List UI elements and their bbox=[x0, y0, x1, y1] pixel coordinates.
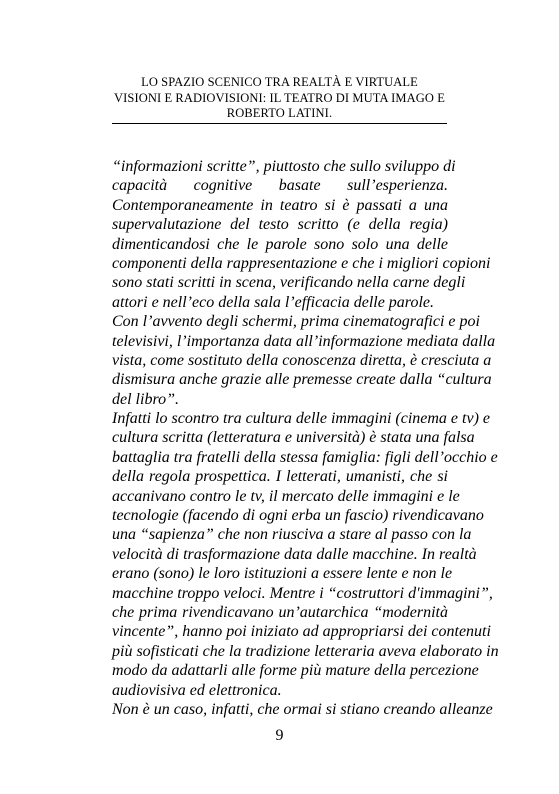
text-line: erano (sono) le loro istituzioni a essere lente e non le bbox=[112, 565, 453, 583]
text-line: velocità di trasformazione data dalle macchine. In realtà bbox=[112, 545, 477, 563]
text-line: della regola prospettica. I letterati, umanisti, che si bbox=[112, 468, 448, 486]
page-number: 9 bbox=[275, 727, 284, 744]
text-line: vista, come sostituto della conoscenza diretta, è cresciuta a bbox=[112, 351, 492, 369]
text-line: Infatti lo scontro tra cultura delle immagini (cinema e tv) e bbox=[112, 410, 490, 428]
text-line: sono stati scritti in scena, verificando nella carne degli bbox=[112, 274, 466, 292]
text-line: più sofisticati che la tradizione letteraria aveva elaborato in bbox=[112, 642, 499, 660]
header-line-3: ROBERTO LATINI. bbox=[226, 106, 333, 120]
text-line: supervalutazione del testo scritto (e della regia) bbox=[112, 216, 448, 234]
header-rule bbox=[112, 123, 447, 124]
text-line: “informazioni scritte”, piuttosto che sullo sviluppo di bbox=[112, 158, 456, 175]
text-line: una “sapienza” che non riusciva a stare al passo con la bbox=[112, 526, 472, 544]
text-line: battaglia tra fratelli della stessa famiglia: figli dell’occhio e bbox=[112, 448, 498, 466]
text-line: vincente”, hanno poi iniziato ad appropriarsi dei contenuti bbox=[112, 623, 491, 641]
text-line: accanivano contro le tv, il mercato delle immagini e le bbox=[112, 487, 460, 505]
text-line: televisivi, l’importanza data all’informazione mediata dalla bbox=[112, 332, 496, 350]
text-line: che prima rivendicavano un’autarchica “modernità bbox=[112, 603, 448, 621]
text-line: macchine troppo veloci. Mentre i “costruttori d'immagini”, bbox=[112, 584, 493, 602]
header-line-1: LO SPAZIO SCENICO TRA REALTÀ E VIRTUALE bbox=[141, 75, 418, 89]
text-line: tecnologie (facendo di ogni erba un fascio) rivendicavano bbox=[112, 507, 484, 525]
text-line: del libro”. bbox=[112, 390, 179, 408]
text-line: Non è un caso, infatti, che ormai si stiano creando alleanze bbox=[112, 700, 493, 718]
text-line: audiovisiva ed elettronica. bbox=[112, 681, 282, 699]
text-line: capacità cognitive basate sull’esperienza. bbox=[112, 177, 448, 195]
text-line: cultura scritta (letteratura e università) è stata una falsa bbox=[112, 429, 475, 447]
header-line-2: VISIONI E RADIOVISIONI: IL TEATRO DI MUTA IMAGO E bbox=[114, 90, 445, 105]
text-line: dimenticandosi che le parole sono solo una delle bbox=[112, 235, 448, 253]
text-line: dismisura anche grazie alle premesse create dalla “cultura bbox=[112, 371, 492, 389]
running-header bbox=[112, 75, 447, 122]
body-text bbox=[112, 157, 499, 719]
text-line: modo da adattarli alle forme più mature della percezione bbox=[112, 662, 479, 680]
text-line: attori e nell’eco della sala l’efficacia delle parole. bbox=[112, 293, 434, 311]
text-line: componenti della rappresentazione e che i migliori copioni bbox=[112, 254, 491, 272]
text-line: Con l’avvento degli schermi, prima cinematografici e poi bbox=[112, 313, 480, 331]
text-line: Contemporaneamente in teatro si è passati a una bbox=[112, 196, 448, 214]
